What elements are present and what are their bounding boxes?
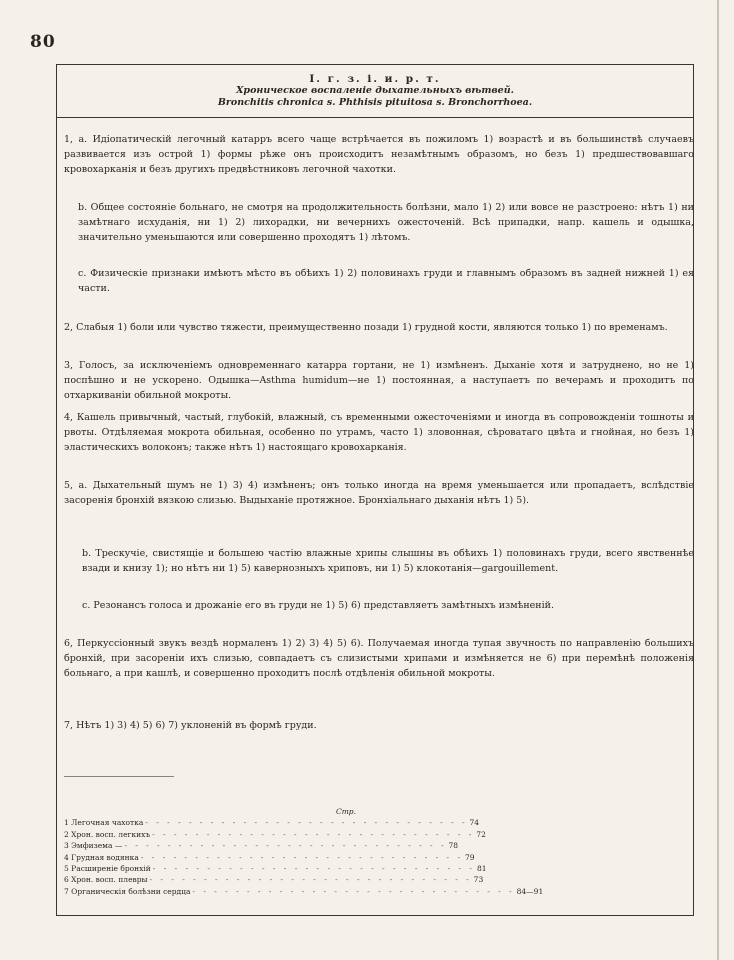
reference-list (64, 806, 544, 897)
paragraph-1a: 1, а. Идіопатическій легочный катарръ всего чаще встрѣчается въ пожиломъ 1) возрастѣ и въ большинствѣ случаевъ развивается изъ острой 1) формы рѣже онъ происходитъ незамѣтнымъ образомъ, но безъ 1) предшествовавшаго кровохарканія и безъ другихъ предвѣстниковъ легочной чахотки. (64, 134, 694, 175)
heading-line-3: Bronchitis chronica s. Phthisis pituitosa s. Bronchorrhoea. (217, 97, 533, 108)
page-number: 80 (30, 32, 56, 52)
paragraph-1b: b. Общее состояніе больнаго, не смотря на продолжительность болѣзни, мало 1) 2) или вовсе не разстроено: нѣтъ 1) ни замѣтнаго исхуданія, ни 1) 2) лихорадки, ни вечернихъ ожесточеній. Всѣ припадки, напр. кашель и одышка, значительно уменьшаются или совершенно проходятъ 1) лѣтомъ. (78, 202, 694, 243)
heading-divider (57, 117, 693, 118)
paragraph-5a: 5, а. Дыхательный шумъ не 1) 3) 4) измѣненъ; онъ только иногда на время уменьшается или пропадаетъ, вслѣдствіе засоренія бронхій вязкою слизью. Выдыханіе протяжное. Бронхіальнаго дыханія нѣтъ 1) 5). (64, 480, 694, 506)
heading-line-2: Хроническое воспаленіе дыхательныхъ вѣтвей. (236, 85, 514, 96)
heading-line-1: I. г. з. і. и. р. т. (309, 73, 441, 85)
list-item: 5 Расширеніе бронхій - - - - - - - - - - - - - - - - - - - - - - - - - - - - - - 81 (64, 864, 487, 874)
reference-list-header: Стр. (335, 807, 356, 816)
binding-edge (717, 0, 719, 960)
paragraph-2: 2, Слабыя 1) боли или чувство тяжести, преимущественно позади 1) грудной кости, являются только 1) по временамъ. (64, 322, 668, 333)
list-item: 3 Эмфизема — - - - - - - - - - - - - - - - - - - - - - - - - - - - - - - 78 (64, 841, 459, 851)
paragraph-3: 3, Голосъ, за исключеніемъ одновременнаго катарра гортани, не 1) измѣненъ. Дыханіе хотя и затруднено, но не 1) поспѣшно и не ускорено. Одышка—Asthma humidum—не 1) постоянная, а наступаетъ по вечерамъ и проходитъ по отхаркиваніи обильной мокроты. (64, 360, 694, 401)
paragraph-1c: c. Физическіе признаки имѣютъ мѣсто въ обѣихъ 1) 2) половинахъ груди и главнымъ образомъ въ задней нижней 1) ея части. (78, 268, 694, 294)
paragraph-5b: b. Трескучіе, свистящіе и большею частію влажные хрипы слышны въ обѣихъ 1) половинахъ груди, всего явственнѣе взади и книзу 1); но нѣтъ ни 1) 5) кавернозныхъ хриповъ, ни 1) 5) клокотанія—gargouillement. (82, 548, 694, 574)
list-item: 4 Грудная водянка - - - - - - - - - - - - - - - - - - - - - - - - - - - - - - 79 (64, 852, 475, 862)
footnote-separator (64, 776, 174, 777)
list-item: 2 Хрон. восп. легкихъ - - - - - - - - - - - - - - - - - - - - - - - - - - - - - - 72 (64, 829, 486, 839)
list-item: 6 Хрон. восп. плевры - - - - - - - - - - - - - - - - - - - - - - - - - - - - - - 73 (64, 875, 484, 885)
section-heading (57, 73, 693, 109)
list-item: 1 Легочная чахотка - - - - - - - - - - - - - - - - - - - - - - - - - - - - - - 74 (64, 818, 480, 828)
paragraph-7: 7, Нѣтъ 1) 3) 4) 5) 6) 7) уклоненій въ формѣ груди. (64, 720, 317, 731)
list-item: 7 Органическія болѣзни сердца - - - - - - - - - - - - - - - - - - - - - - - - - - - - - - 84—91 (64, 886, 544, 896)
paragraph-6: 6, Перкуссіонный звукъ вездѣ нормаленъ 1) 2) 3) 4) 5) 6). Получаемая иногда тупая звучность по направленію большихъ бронхій, при засореніи ихъ слизью, совпадаетъ съ слизистыми хрипами и измѣняется не 6) при перемѣнѣ положенія больнаго, а при кашлѣ, и совершенно проходитъ послѣ отдѣленія обильной мокроты. (64, 638, 694, 679)
paragraph-4: 4, Кашель привычный, частый, глубокій, влажный, съ временными ожесточеніями и иногда въ сопровожденіи тошноты и рвоты. Отдѣляемая мокрота обильная, особенно по утрамъ, часто 1) зловонная, сѣроватаго цвѣта и гнойная, но безъ 1) эластическихъ волоконъ; также нѣтъ 1) настоящаго кровохарканія. (64, 412, 694, 453)
paragraph-5c: c. Резонансъ голоса и дрожаніе его въ груди не 1) 5) 6) представляетъ замѣтныхъ измѣненій. (82, 600, 555, 611)
